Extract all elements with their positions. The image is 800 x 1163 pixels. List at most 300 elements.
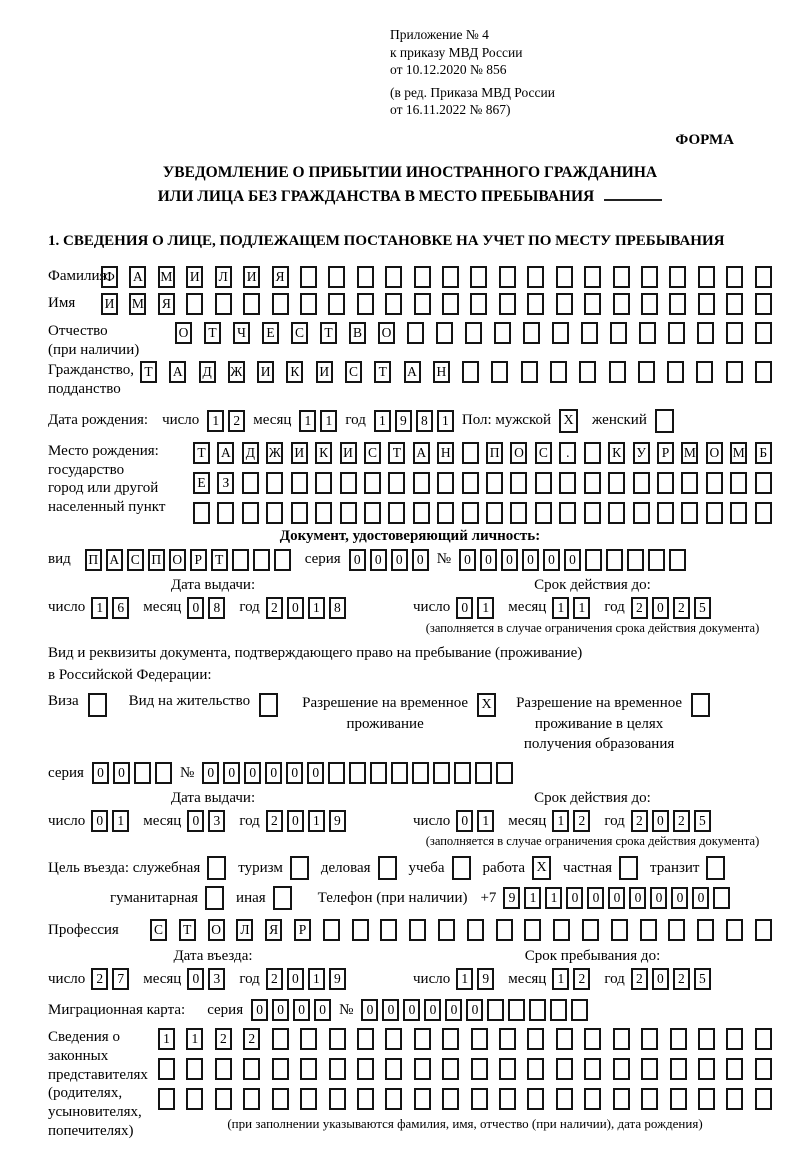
purpose-private-checkbox[interactable] — [619, 856, 638, 880]
char-box[interactable]: 0 — [370, 549, 387, 571]
char-box[interactable] — [442, 1088, 459, 1110]
char-box[interactable] — [657, 472, 674, 494]
char-box[interactable] — [413, 472, 430, 494]
temp-residence-checkbox[interactable] — [477, 693, 496, 717]
guardians-input-row-1[interactable] — [158, 1028, 772, 1050]
char-box[interactable] — [215, 1058, 232, 1080]
stay-day-input[interactable] — [456, 968, 494, 990]
char-box[interactable] — [486, 472, 503, 494]
char-box[interactable] — [755, 919, 772, 941]
char-box[interactable]: 3 — [208, 810, 225, 832]
char-box[interactable] — [524, 919, 541, 941]
char-box[interactable]: Т — [140, 361, 157, 383]
char-box[interactable] — [437, 472, 454, 494]
char-box[interactable]: Я — [158, 293, 175, 315]
char-box[interactable] — [186, 1058, 203, 1080]
char-box[interactable] — [499, 266, 516, 288]
char-box[interactable] — [559, 472, 576, 494]
char-box[interactable] — [619, 856, 638, 880]
char-box[interactable]: К — [286, 361, 303, 383]
char-box[interactable] — [669, 293, 686, 315]
char-box[interactable] — [494, 322, 511, 344]
char-box[interactable] — [465, 322, 482, 344]
char-box[interactable]: 9 — [329, 810, 346, 832]
char-box[interactable]: М — [730, 442, 747, 464]
char-box[interactable]: О — [378, 322, 395, 344]
char-box[interactable]: И — [243, 266, 260, 288]
birth-day-input[interactable] — [207, 410, 245, 432]
char-box[interactable]: 2 — [266, 597, 283, 619]
char-box[interactable]: 0 — [187, 968, 204, 990]
char-box[interactable]: 0 — [307, 762, 324, 784]
char-box[interactable] — [681, 502, 698, 524]
char-box[interactable] — [613, 266, 630, 288]
char-box[interactable] — [462, 442, 479, 464]
char-box[interactable] — [670, 1058, 687, 1080]
char-box[interactable] — [755, 1058, 772, 1080]
char-box[interactable] — [414, 1058, 431, 1080]
char-box[interactable] — [380, 919, 397, 941]
permit-issue-month-input[interactable] — [187, 810, 225, 832]
char-box[interactable]: 8 — [329, 597, 346, 619]
char-box[interactable] — [698, 1028, 715, 1050]
char-box[interactable] — [726, 1028, 743, 1050]
char-box[interactable]: А — [217, 442, 234, 464]
char-box[interactable] — [550, 361, 567, 383]
char-box[interactable]: О — [175, 322, 192, 344]
char-box[interactable] — [487, 999, 504, 1021]
char-box[interactable]: 2 — [573, 810, 590, 832]
char-box[interactable]: 1 — [477, 597, 494, 619]
permit-series-input[interactable] — [92, 762, 172, 784]
char-box[interactable] — [641, 266, 658, 288]
char-box[interactable] — [641, 1028, 658, 1050]
char-box[interactable] — [726, 293, 743, 315]
char-box[interactable] — [730, 472, 747, 494]
char-box[interactable]: С — [127, 549, 144, 571]
char-box[interactable]: Ж — [228, 361, 245, 383]
char-box[interactable]: 8 — [416, 410, 433, 432]
char-box[interactable]: 0 — [223, 762, 240, 784]
doc-issue-day-input[interactable] — [91, 597, 129, 619]
char-box[interactable] — [186, 1088, 203, 1110]
char-box[interactable]: М — [158, 266, 175, 288]
char-box[interactable] — [291, 502, 308, 524]
char-box[interactable]: Т — [179, 919, 196, 941]
char-box[interactable]: 9 — [329, 968, 346, 990]
char-box[interactable]: Ж — [266, 442, 283, 464]
char-box[interactable]: Ф — [101, 266, 118, 288]
char-box[interactable] — [452, 856, 471, 880]
doc-issue-month-input[interactable] — [187, 597, 225, 619]
char-box[interactable] — [584, 442, 601, 464]
char-box[interactable]: Я — [265, 919, 282, 941]
char-box[interactable]: И — [257, 361, 274, 383]
char-box[interactable] — [527, 266, 544, 288]
char-box[interactable] — [668, 322, 685, 344]
permit-issue-day-input[interactable] — [91, 810, 129, 832]
char-box[interactable] — [388, 472, 405, 494]
char-box[interactable] — [328, 266, 345, 288]
char-box[interactable] — [385, 1088, 402, 1110]
char-box[interactable] — [698, 266, 715, 288]
char-box[interactable] — [357, 1058, 374, 1080]
char-box[interactable] — [349, 762, 366, 784]
char-box[interactable]: 1 — [158, 1028, 175, 1050]
char-box[interactable]: Я — [272, 266, 289, 288]
char-box[interactable] — [697, 919, 714, 941]
char-box[interactable] — [613, 1028, 630, 1050]
char-box[interactable] — [698, 293, 715, 315]
char-box[interactable]: 1 — [374, 410, 391, 432]
char-box[interactable] — [613, 1088, 630, 1110]
char-box[interactable] — [290, 856, 309, 880]
char-box[interactable] — [315, 472, 332, 494]
char-box[interactable] — [412, 762, 429, 784]
char-box[interactable] — [730, 502, 747, 524]
entry-month-input[interactable] — [187, 968, 225, 990]
birth-month-input[interactable] — [299, 410, 337, 432]
char-box[interactable] — [641, 1058, 658, 1080]
char-box[interactable]: 1 — [308, 597, 325, 619]
char-box[interactable] — [300, 1028, 317, 1050]
char-box[interactable]: Д — [242, 442, 259, 464]
birthplace-input-row-2[interactable] — [193, 472, 772, 494]
char-box[interactable] — [726, 1058, 743, 1080]
char-box[interactable]: К — [315, 442, 332, 464]
char-box[interactable]: Т — [374, 361, 391, 383]
char-box[interactable] — [407, 322, 424, 344]
char-box[interactable]: Л — [236, 919, 253, 941]
char-box[interactable]: . — [559, 442, 576, 464]
char-box[interactable] — [529, 999, 546, 1021]
char-box[interactable] — [706, 856, 725, 880]
char-box[interactable] — [352, 919, 369, 941]
char-box[interactable]: Т — [204, 322, 221, 344]
char-box[interactable] — [608, 472, 625, 494]
char-box[interactable] — [486, 502, 503, 524]
char-box[interactable]: 0 — [522, 549, 539, 571]
char-box[interactable]: 2 — [266, 810, 283, 832]
doc-valid-month-input[interactable] — [552, 597, 590, 619]
char-box[interactable]: 0 — [424, 999, 441, 1021]
char-box[interactable] — [215, 293, 232, 315]
migration-number-input[interactable] — [361, 999, 588, 1021]
char-box[interactable] — [207, 856, 226, 880]
char-box[interactable]: 0 — [361, 999, 378, 1021]
char-box[interactable]: К — [608, 442, 625, 464]
char-box[interactable] — [755, 472, 772, 494]
char-box[interactable]: С — [291, 322, 308, 344]
char-box[interactable] — [755, 1028, 772, 1050]
char-box[interactable] — [158, 1058, 175, 1080]
char-box[interactable]: 1 — [91, 597, 108, 619]
char-box[interactable] — [556, 1088, 573, 1110]
char-box[interactable] — [364, 502, 381, 524]
char-box[interactable]: 0 — [652, 597, 669, 619]
char-box[interactable] — [266, 472, 283, 494]
char-box[interactable] — [315, 502, 332, 524]
guardians-input-row-2[interactable] — [158, 1058, 772, 1080]
patronymic-input[interactable] — [175, 322, 772, 344]
purpose-official-checkbox[interactable] — [207, 856, 226, 880]
char-box[interactable] — [442, 266, 459, 288]
char-box[interactable] — [272, 1088, 289, 1110]
char-box[interactable]: 2 — [673, 597, 690, 619]
char-box[interactable] — [535, 472, 552, 494]
char-box[interactable] — [669, 549, 686, 571]
char-box[interactable]: 0 — [459, 549, 476, 571]
doc-issue-year-input[interactable] — [266, 597, 346, 619]
char-box[interactable] — [696, 361, 713, 383]
profession-input[interactable] — [150, 919, 772, 941]
char-box[interactable]: 0 — [564, 549, 581, 571]
char-box[interactable] — [681, 472, 698, 494]
stay-month-input[interactable] — [552, 968, 590, 990]
char-box[interactable]: 0 — [113, 762, 130, 784]
char-box[interactable]: 5 — [694, 597, 711, 619]
char-box[interactable]: П — [85, 549, 102, 571]
char-box[interactable]: 0 — [652, 810, 669, 832]
char-box[interactable]: Н — [433, 361, 450, 383]
char-box[interactable] — [668, 919, 685, 941]
char-box[interactable] — [370, 762, 387, 784]
char-box[interactable]: 1 — [456, 968, 473, 990]
char-box[interactable]: 0 — [286, 762, 303, 784]
char-box[interactable] — [633, 472, 650, 494]
char-box[interactable]: 1 — [524, 887, 541, 909]
char-box[interactable]: 0 — [314, 999, 331, 1021]
char-box[interactable] — [205, 886, 224, 910]
char-box[interactable]: 3 — [208, 968, 225, 990]
char-box[interactable] — [670, 1028, 687, 1050]
char-box[interactable] — [253, 549, 270, 571]
purpose-work-checkbox[interactable] — [532, 856, 551, 880]
char-box[interactable] — [499, 293, 516, 315]
char-box[interactable]: М — [681, 442, 698, 464]
char-box[interactable] — [556, 1058, 573, 1080]
char-box[interactable]: И — [186, 266, 203, 288]
char-box[interactable]: С — [535, 442, 552, 464]
document-kind-input[interactable] — [85, 549, 291, 571]
char-box[interactable] — [510, 472, 527, 494]
char-box[interactable] — [640, 919, 657, 941]
char-box[interactable] — [433, 762, 450, 784]
char-box[interactable] — [491, 361, 508, 383]
char-box[interactable] — [639, 322, 656, 344]
char-box[interactable]: А — [106, 549, 123, 571]
char-box[interactable]: 9 — [503, 887, 520, 909]
char-box[interactable] — [579, 361, 596, 383]
char-box[interactable] — [584, 1088, 601, 1110]
char-box[interactable] — [606, 549, 623, 571]
stay-year-input[interactable] — [631, 968, 711, 990]
char-box[interactable]: И — [291, 442, 308, 464]
char-box[interactable]: 0 — [287, 810, 304, 832]
char-box[interactable]: 9 — [395, 410, 412, 432]
char-box[interactable] — [611, 919, 628, 941]
char-box[interactable] — [610, 322, 627, 344]
char-box[interactable] — [273, 886, 292, 910]
char-box[interactable] — [584, 1058, 601, 1080]
char-box[interactable] — [300, 1088, 317, 1110]
char-box[interactable] — [413, 502, 430, 524]
char-box[interactable] — [300, 1058, 317, 1080]
temp-residence-edu-checkbox[interactable] — [691, 693, 710, 717]
char-box[interactable] — [655, 409, 674, 433]
char-box[interactable]: 0 — [652, 968, 669, 990]
char-box[interactable] — [88, 693, 107, 717]
char-box[interactable] — [584, 266, 601, 288]
char-box[interactable] — [755, 1088, 772, 1110]
doc-valid-year-input[interactable] — [631, 597, 711, 619]
char-box[interactable] — [584, 1028, 601, 1050]
char-box[interactable]: З — [217, 472, 234, 494]
char-box[interactable]: 0 — [244, 762, 261, 784]
char-box[interactable] — [291, 472, 308, 494]
char-box[interactable] — [571, 999, 588, 1021]
char-box[interactable] — [499, 1028, 516, 1050]
char-box[interactable]: 1 — [552, 810, 569, 832]
char-box[interactable]: 0 — [466, 999, 483, 1021]
permit-number-input[interactable] — [202, 762, 513, 784]
char-box[interactable]: 0 — [251, 999, 268, 1021]
char-box[interactable]: О — [169, 549, 186, 571]
char-box[interactable] — [385, 266, 402, 288]
char-box[interactable] — [499, 1088, 516, 1110]
birthplace-input-row-1[interactable] — [193, 442, 772, 464]
char-box[interactable] — [323, 919, 340, 941]
permit-valid-month-input[interactable] — [552, 810, 590, 832]
char-box[interactable]: П — [486, 442, 503, 464]
char-box[interactable] — [609, 361, 626, 383]
char-box[interactable] — [584, 502, 601, 524]
char-box[interactable]: П — [148, 549, 165, 571]
entry-day-input[interactable] — [91, 968, 129, 990]
char-box[interactable] — [329, 1058, 346, 1080]
char-box[interactable]: 0 — [629, 887, 646, 909]
char-box[interactable] — [726, 361, 743, 383]
char-box[interactable]: Р — [294, 919, 311, 941]
purpose-transit-checkbox[interactable] — [706, 856, 725, 880]
char-box[interactable] — [467, 919, 484, 941]
char-box[interactable] — [462, 361, 479, 383]
char-box[interactable]: 1 — [573, 597, 590, 619]
char-box[interactable]: Т — [193, 442, 210, 464]
char-box[interactable] — [691, 693, 710, 717]
char-box[interactable] — [523, 322, 540, 344]
char-box[interactable] — [272, 1058, 289, 1080]
char-box[interactable] — [155, 762, 172, 784]
purpose-tourism-checkbox[interactable] — [290, 856, 309, 880]
document-series-input[interactable] — [349, 549, 429, 571]
char-box[interactable] — [726, 1088, 743, 1110]
char-box[interactable]: О — [208, 919, 225, 941]
char-box[interactable] — [641, 1088, 658, 1110]
char-box[interactable] — [559, 502, 576, 524]
citizenship-input[interactable] — [140, 361, 772, 383]
char-box[interactable]: М — [129, 293, 146, 315]
char-box[interactable] — [340, 472, 357, 494]
char-box[interactable]: 0 — [287, 968, 304, 990]
char-box[interactable] — [243, 293, 260, 315]
char-box[interactable]: Н — [437, 442, 454, 464]
char-box[interactable]: 1 — [320, 410, 337, 432]
permit-issue-year-input[interactable] — [266, 810, 346, 832]
char-box[interactable] — [243, 1088, 260, 1110]
phone-input[interactable] — [503, 887, 730, 909]
char-box[interactable]: И — [101, 293, 118, 315]
char-box[interactable] — [499, 1058, 516, 1080]
char-box[interactable]: 5 — [694, 968, 711, 990]
char-box[interactable] — [328, 293, 345, 315]
char-box[interactable] — [535, 502, 552, 524]
char-box[interactable] — [613, 1058, 630, 1080]
char-box[interactable]: Д — [199, 361, 216, 383]
char-box[interactable] — [613, 293, 630, 315]
char-box[interactable]: Б — [755, 442, 772, 464]
char-box[interactable]: 2 — [631, 810, 648, 832]
document-number-input[interactable] — [459, 549, 686, 571]
char-box[interactable] — [242, 472, 259, 494]
char-box[interactable]: 5 — [694, 810, 711, 832]
char-box[interactable]: 2 — [631, 597, 648, 619]
char-box[interactable]: X — [559, 409, 578, 433]
doc-valid-day-input[interactable] — [456, 597, 494, 619]
char-box[interactable] — [648, 549, 665, 571]
char-box[interactable]: 0 — [265, 762, 282, 784]
char-box[interactable]: О — [510, 442, 527, 464]
char-box[interactable] — [357, 1028, 374, 1050]
permit-valid-day-input[interactable] — [456, 810, 494, 832]
char-box[interactable]: Т — [320, 322, 337, 344]
char-box[interactable]: А — [169, 361, 186, 383]
char-box[interactable]: 1 — [112, 810, 129, 832]
char-box[interactable] — [454, 762, 471, 784]
char-box[interactable] — [627, 549, 644, 571]
char-box[interactable] — [633, 502, 650, 524]
char-box[interactable]: 0 — [272, 999, 289, 1021]
char-box[interactable] — [670, 1088, 687, 1110]
char-box[interactable]: Т — [211, 549, 228, 571]
char-box[interactable]: 0 — [92, 762, 109, 784]
char-box[interactable]: 0 — [445, 999, 462, 1021]
char-box[interactable]: В — [349, 322, 366, 344]
char-box[interactable] — [232, 549, 249, 571]
char-box[interactable]: У — [633, 442, 650, 464]
char-box[interactable]: С — [345, 361, 362, 383]
char-box[interactable]: 2 — [573, 968, 590, 990]
char-box[interactable] — [755, 322, 772, 344]
char-box[interactable]: Р — [657, 442, 674, 464]
char-box[interactable]: 0 — [543, 549, 560, 571]
char-box[interactable]: Т — [388, 442, 405, 464]
char-box[interactable]: 0 — [293, 999, 310, 1021]
char-box[interactable]: Е — [193, 472, 210, 494]
char-box[interactable] — [414, 293, 431, 315]
char-box[interactable]: 0 — [349, 549, 366, 571]
char-box[interactable] — [706, 472, 723, 494]
char-box[interactable]: 1 — [437, 410, 454, 432]
char-box[interactable]: 1 — [186, 1028, 203, 1050]
char-box[interactable]: 7 — [112, 968, 129, 990]
char-box[interactable] — [414, 1088, 431, 1110]
purpose-humanitarian-checkbox[interactable] — [205, 886, 224, 910]
char-box[interactable]: 0 — [456, 597, 473, 619]
char-box[interactable]: 1 — [207, 410, 224, 432]
char-box[interactable]: С — [364, 442, 381, 464]
char-box[interactable] — [442, 293, 459, 315]
